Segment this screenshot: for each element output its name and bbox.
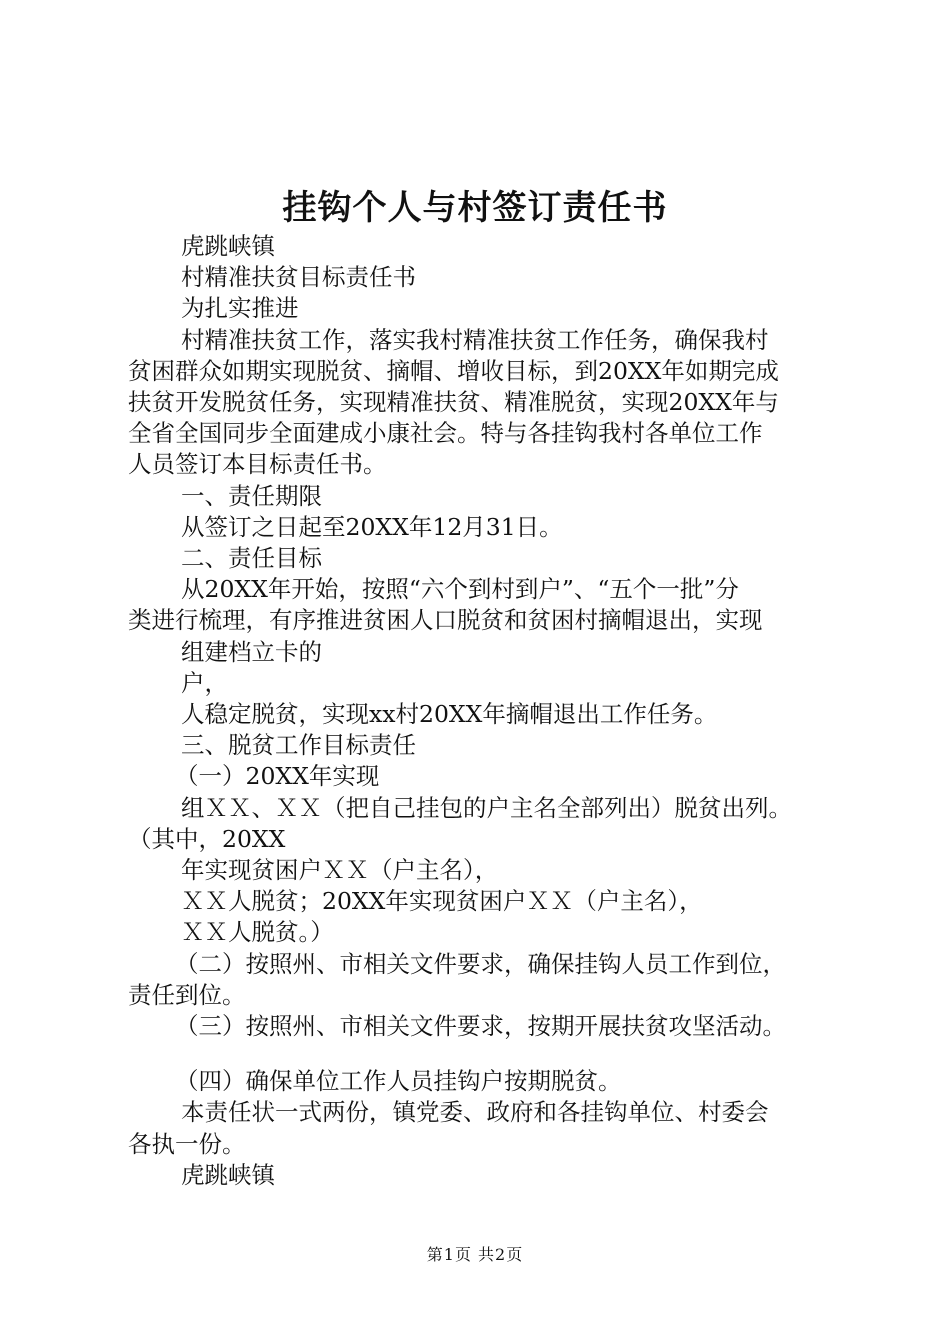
text-line: 本责任状一式两份，镇党委、政府和各挂钩单位、村委会 [181, 1098, 769, 1127]
text-line: 虎跳峡镇 [181, 1160, 275, 1189]
text-line: 贫困群众如期实现脱贫、摘帽、增收目标，到20XX年如期完成 [128, 356, 779, 385]
section-heading: 一、责任期限 [181, 481, 322, 510]
text-line: 为扎实推进 [181, 294, 299, 323]
text-line: 户， [181, 668, 228, 697]
text-line: （四）确保单位工作人员挂钩户按期脱贫。 [175, 1067, 622, 1096]
text-line: 全省全国同步全面建成小康社会。特与各挂钩我村各单位工作 [128, 419, 763, 448]
text-line: （一）20XX年实现 [175, 762, 380, 791]
text-line: 从签订之日起至20XX年12月31日。 [181, 512, 563, 541]
text-line: 年实现贫困户ＸＸ（户主名）， [181, 856, 499, 885]
text-line: 虎跳峡镇 [181, 232, 275, 260]
text-line: 人稳定脱贫，实现xx村20XX年摘帽退出工作任务。 [181, 700, 718, 729]
page-title: 挂钩个人与村签订责任书 [282, 188, 668, 228]
text-line: 村精准扶贫目标责任书 [181, 263, 416, 292]
text-line: 村精准扶贫工作，落实我村精准扶贫工作任务，确保我村 [181, 325, 769, 354]
text-line: 组ＸＸ、ＸＸ（把自己挂包的户主名全部列出）脱贫出列。 [181, 793, 792, 822]
text-line: 各执一份。 [128, 1129, 246, 1158]
text-line: （其中，20XX [128, 824, 286, 853]
text-line: ＸＸ人脱贫。） [181, 918, 334, 947]
text-line: ＸＸ人脱贫；20XX年实现贫困户ＸＸ（户主名）， [181, 887, 703, 916]
text-line: 人员签订本目标责任书。 [128, 450, 387, 479]
document-body [128, 231, 848, 1191]
text-line: （二）按照州、市相关文件要求，确保挂钩人员工作到位， [175, 949, 786, 978]
text-line: 扶贫开发脱贫任务，实现精准扶贫、精准脱贫，实现20XX年与 [128, 388, 779, 417]
section-heading: 二、责任目标 [181, 544, 322, 573]
text-line: 组建档立卡的 [181, 637, 322, 666]
text-line: 责任到位。 [128, 980, 246, 1009]
page-footer: 第1页 共2页 [426, 1245, 524, 1264]
section-heading: 三、脱贫工作目标责任 [181, 731, 416, 760]
blank-gap [128, 1042, 848, 1066]
text-line: （三）按照州、市相关文件要求，按期开展扶贫攻坚活动。 [175, 1012, 786, 1041]
text-line: 类进行梳理，有序推进贫困人口脱贫和贫困村摘帽退出，实现 [128, 606, 763, 635]
text-line: 从20XX年开始，按照“六个到村到户”、“五个一批”分 [181, 575, 739, 604]
